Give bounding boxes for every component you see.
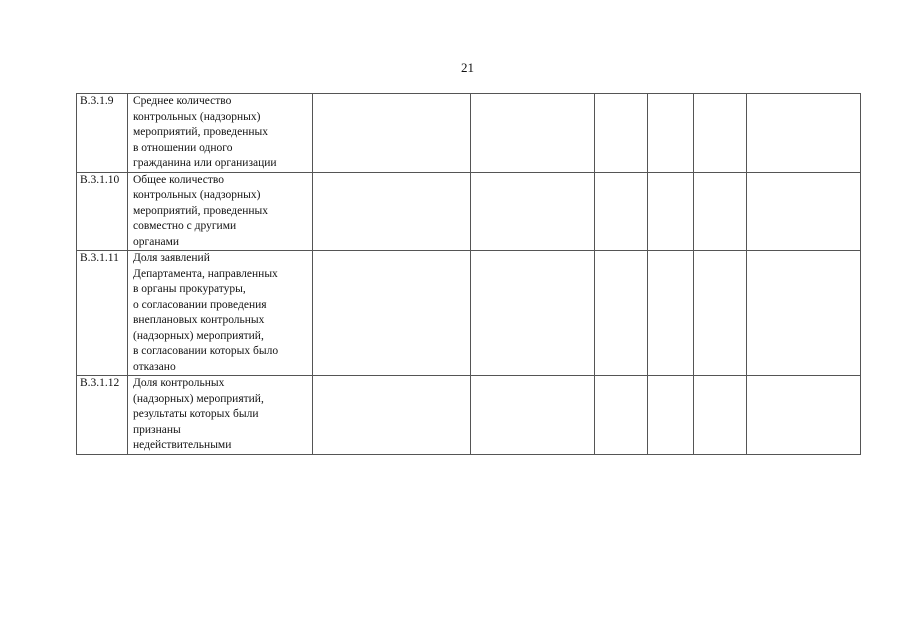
- value-cell: [471, 94, 595, 173]
- value-cell: [648, 94, 694, 173]
- indicator-name-line: мероприятий, проведенных: [133, 126, 269, 138]
- indicator-name-line: в согласовании которых было: [133, 345, 279, 357]
- indicator-name-line: Доля контрольных: [133, 377, 225, 389]
- value-cell: [747, 376, 861, 455]
- indicator-name-line: результаты которых были: [133, 408, 259, 420]
- indicator-name: [128, 94, 313, 173]
- indicator-name-line: в отношении одного: [133, 141, 233, 154]
- indicator-name-line: недействительными: [133, 439, 232, 451]
- indicator-code: В.3.1.12: [77, 376, 128, 455]
- value-cell: [595, 94, 648, 173]
- indicator-name: [128, 251, 313, 376]
- indicator-name: [128, 172, 313, 251]
- indicator-name: [128, 376, 313, 455]
- table-row: [77, 251, 861, 376]
- indicator-name-line: гражданина или организации: [133, 157, 277, 169]
- indicator-name-line: органами: [133, 235, 180, 248]
- table-row: [77, 172, 861, 251]
- indicator-name-line: совместно с другими: [133, 220, 237, 232]
- indicator-name-line: внеплановых контрольных: [133, 314, 265, 326]
- indicator-name-line: (надзорных) мероприятий,: [133, 392, 264, 405]
- indicator-name-line: Среднее количество: [133, 95, 232, 107]
- indicator-name-line: Доля заявлений: [133, 252, 210, 264]
- value-cell: [595, 251, 648, 376]
- indicator-name-line: Общее количество: [133, 173, 224, 186]
- value-cell: [313, 172, 471, 251]
- indicator-name-line: о согласовании проведения: [133, 298, 267, 311]
- page-number: 21: [461, 60, 474, 75]
- value-cell: [648, 172, 694, 251]
- indicators-table: [76, 93, 861, 455]
- value-cell: [648, 376, 694, 455]
- indicator-name-line: в органы прокуратуры,: [133, 283, 246, 295]
- table-row: [77, 94, 861, 173]
- value-cell: [747, 251, 861, 376]
- value-cell: [694, 376, 747, 455]
- indicator-name-line: (надзорных) мероприятий,: [133, 329, 264, 342]
- indicator-name-line: контрольных (надзорных): [133, 189, 261, 201]
- value-cell: [595, 172, 648, 251]
- value-cell: [595, 376, 648, 455]
- value-cell: [747, 94, 861, 173]
- indicator-name-line: признаны: [133, 423, 181, 436]
- indicator-code: В.3.1.9: [77, 94, 128, 173]
- value-cell: [694, 94, 747, 173]
- table-body: [77, 94, 861, 455]
- indicator-name-line: Департамента, направленных: [133, 267, 278, 280]
- value-cell: [313, 376, 471, 455]
- value-cell: [747, 172, 861, 251]
- indicator-name-line: контрольных (надзорных): [133, 110, 261, 123]
- indicator-code: В.3.1.10: [77, 172, 128, 251]
- value-cell: [694, 172, 747, 251]
- indicator-name-line: мероприятий, проведенных: [133, 204, 269, 217]
- indicator-code: В.3.1.11: [77, 251, 128, 376]
- value-cell: [313, 251, 471, 376]
- value-cell: [648, 251, 694, 376]
- value-cell: [471, 376, 595, 455]
- table-row: [77, 376, 861, 455]
- value-cell: [313, 94, 471, 173]
- value-cell: [694, 251, 747, 376]
- value-cell: [471, 172, 595, 251]
- value-cell: [471, 251, 595, 376]
- indicator-name-line: отказано: [133, 360, 176, 373]
